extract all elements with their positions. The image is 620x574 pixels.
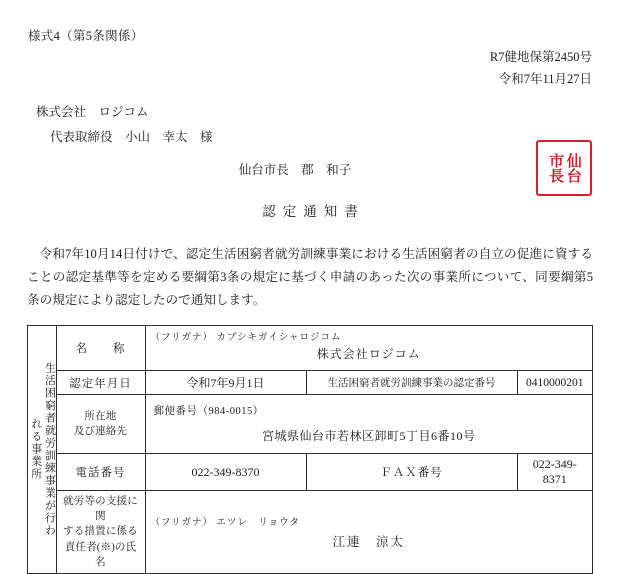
value-responsible-cell (145, 491, 593, 574)
table-row (28, 491, 593, 574)
body-paragraph (27, 243, 593, 312)
furigana-responsible (151, 514, 588, 528)
value-certification-number: 0410000201 (517, 371, 593, 395)
label-fax: ＦＡＸ番号 (306, 454, 517, 491)
seal-text-right: 仙台 (564, 153, 583, 183)
value-fax: 022-349-8371 (517, 454, 593, 491)
table-side-label-text: 生活困窮者就労訓練事業が行われる事業所 (29, 362, 56, 538)
value-certification-date: 令和7年9月1日 (145, 371, 306, 395)
table-side-label (28, 326, 57, 574)
document-date: 令和7年11月27日 (498, 71, 592, 86)
page-title: 認定通知書 (262, 204, 365, 219)
addressee-block (36, 100, 213, 150)
label-responsible-line2: する措置に係る (63, 526, 138, 538)
form-number: 様式4（第5条関係） (28, 29, 144, 43)
label-address-line1: 所在地 (84, 410, 117, 422)
postal-code (154, 406, 264, 417)
issuer-name: 仙台市長 郡 和子 (238, 163, 352, 177)
certification-table (27, 325, 593, 574)
value-responsible: 江連 涼太 (332, 535, 405, 550)
value-address: 宮城県仙台市若林区卸町5丁目6番10号 (261, 428, 476, 443)
label-responsible-line3: 責任者(※)の氏名 (64, 541, 137, 568)
label-certification-date: 認定年月日 (56, 371, 145, 395)
furigana-responsible-value: エツレ リョウタ (216, 518, 301, 529)
table-row (28, 454, 593, 491)
seal-text-left: 市長 (547, 153, 565, 183)
label-address-line2: 及び連絡先 (73, 426, 128, 437)
document-meta (490, 47, 592, 91)
furigana-name (151, 329, 588, 343)
value-phone: 022-349-8370 (145, 454, 306, 491)
label-responsible (56, 491, 145, 574)
furigana-responsible-label: （フリガナ） (150, 518, 214, 529)
value-name: 株式会社ロジコム (316, 347, 421, 361)
label-phone: 電話番号 (56, 454, 145, 491)
table-row (28, 326, 593, 371)
body-paragraph-text: 令和7年10月14日付けで、認定生活困窮者就労訓練事業における生活困窮者の自立の促進に資することの認定基準等を定める要綱第3条の規定に基づく申請のあった次の事業所について、同要綱第5条の規定により認定したので通知します。 (27, 247, 593, 307)
label-responsible-line1: 就労等の支援に関 (63, 496, 138, 523)
furigana-name-label: （フリガナ） (150, 333, 214, 343)
label-certification-number: 生活困窮者就労訓練事業の認定番号 (306, 371, 517, 395)
value-address-cell (145, 395, 593, 454)
value-name-cell (145, 326, 593, 371)
official-seal-stamp (536, 140, 592, 196)
postal-value: （984-0015） (197, 406, 264, 417)
document-number: R7健地保第2450号 (489, 50, 592, 64)
furigana-name-value: カブシキガイシャロジコム (216, 333, 342, 343)
table-row (28, 371, 593, 395)
addressee-company: 株式会社 ロジコム (36, 105, 149, 119)
addressee-person: 代表取締役 小山 幸太 様 (50, 130, 213, 144)
table-row (28, 395, 593, 454)
label-name: 名 称 (56, 326, 145, 371)
label-address (56, 395, 145, 454)
postal-label: 郵便番号 (153, 406, 198, 417)
